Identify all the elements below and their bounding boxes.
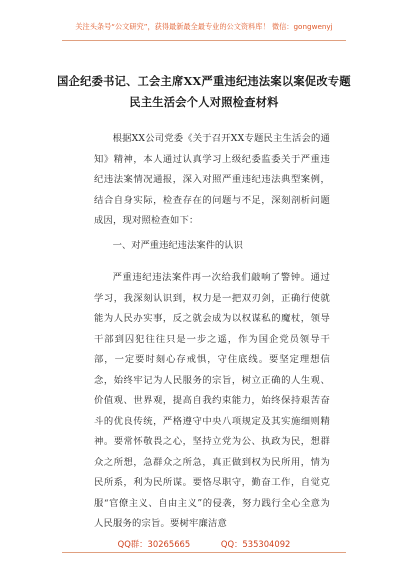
footer-contact — [0, 538, 408, 550]
intro-paragraph: 根据XX公司党委《关于召开XX专题民主生活会的通知》精神，本人通过认真学习上级纪委监委关于严重违纪违法案情况通报，深入对照严重违纪违法典型案例，结合自身实际，检查存在的问题与不足，深刻剖析问题成因，现对照检查如下： — [94, 133, 330, 226]
footer-qq: QQ：535304092 — [220, 539, 291, 549]
document-title-line-2: 民主生活会个人对照检查材料 — [129, 95, 279, 109]
footer-qq-group: QQ群：30265665 — [117, 539, 191, 549]
section-paragraph: 严重违纪违法案件再一次给我们敲响了警钟。通过学习，我深刻认识到，权力是一把双刃剑，正确行使就能为人民办实事，反之就会成为以权谋私的魔杖，领导干部到囚犯往往只是一步之遥，作为国企党员领导干部，一定要时刻心存戒惧，守住底线。要坚定理想信念，始终牢记为人民服务的宗旨，树立正确的人生观、价值观、世界观，提高自我约束能力，始终保持艰苦奋斗的优良传统，严格遵守中央八项规定及其实施细则精神。要常怀敬畏之心，坚持立党为公、执政为民，想群众之所想，急群众之所急，真正做到权为民所用，情为民所系，利为民所谋。要恪尽职守，勤奋工作，自觉克服“官僚主义、自由主义”的侵袭，努力践行全心全意为人民服务的宗旨。要树牢廉洁意 — [94, 272, 330, 529]
header-banner: 关注头条号“公文研究”，获得最新最全最专业的公文资料库！ 微信：gongwenyj — [75, 22, 333, 31]
header-divider — [62, 40, 346, 41]
document-title-line-1: 国企纪委书记、工会主席XX严重违纪违法案以案促改专题 — [57, 74, 351, 88]
footer-divider — [62, 552, 346, 553]
section-heading: 一、对严重违纪违法案件的认识 — [112, 240, 243, 251]
